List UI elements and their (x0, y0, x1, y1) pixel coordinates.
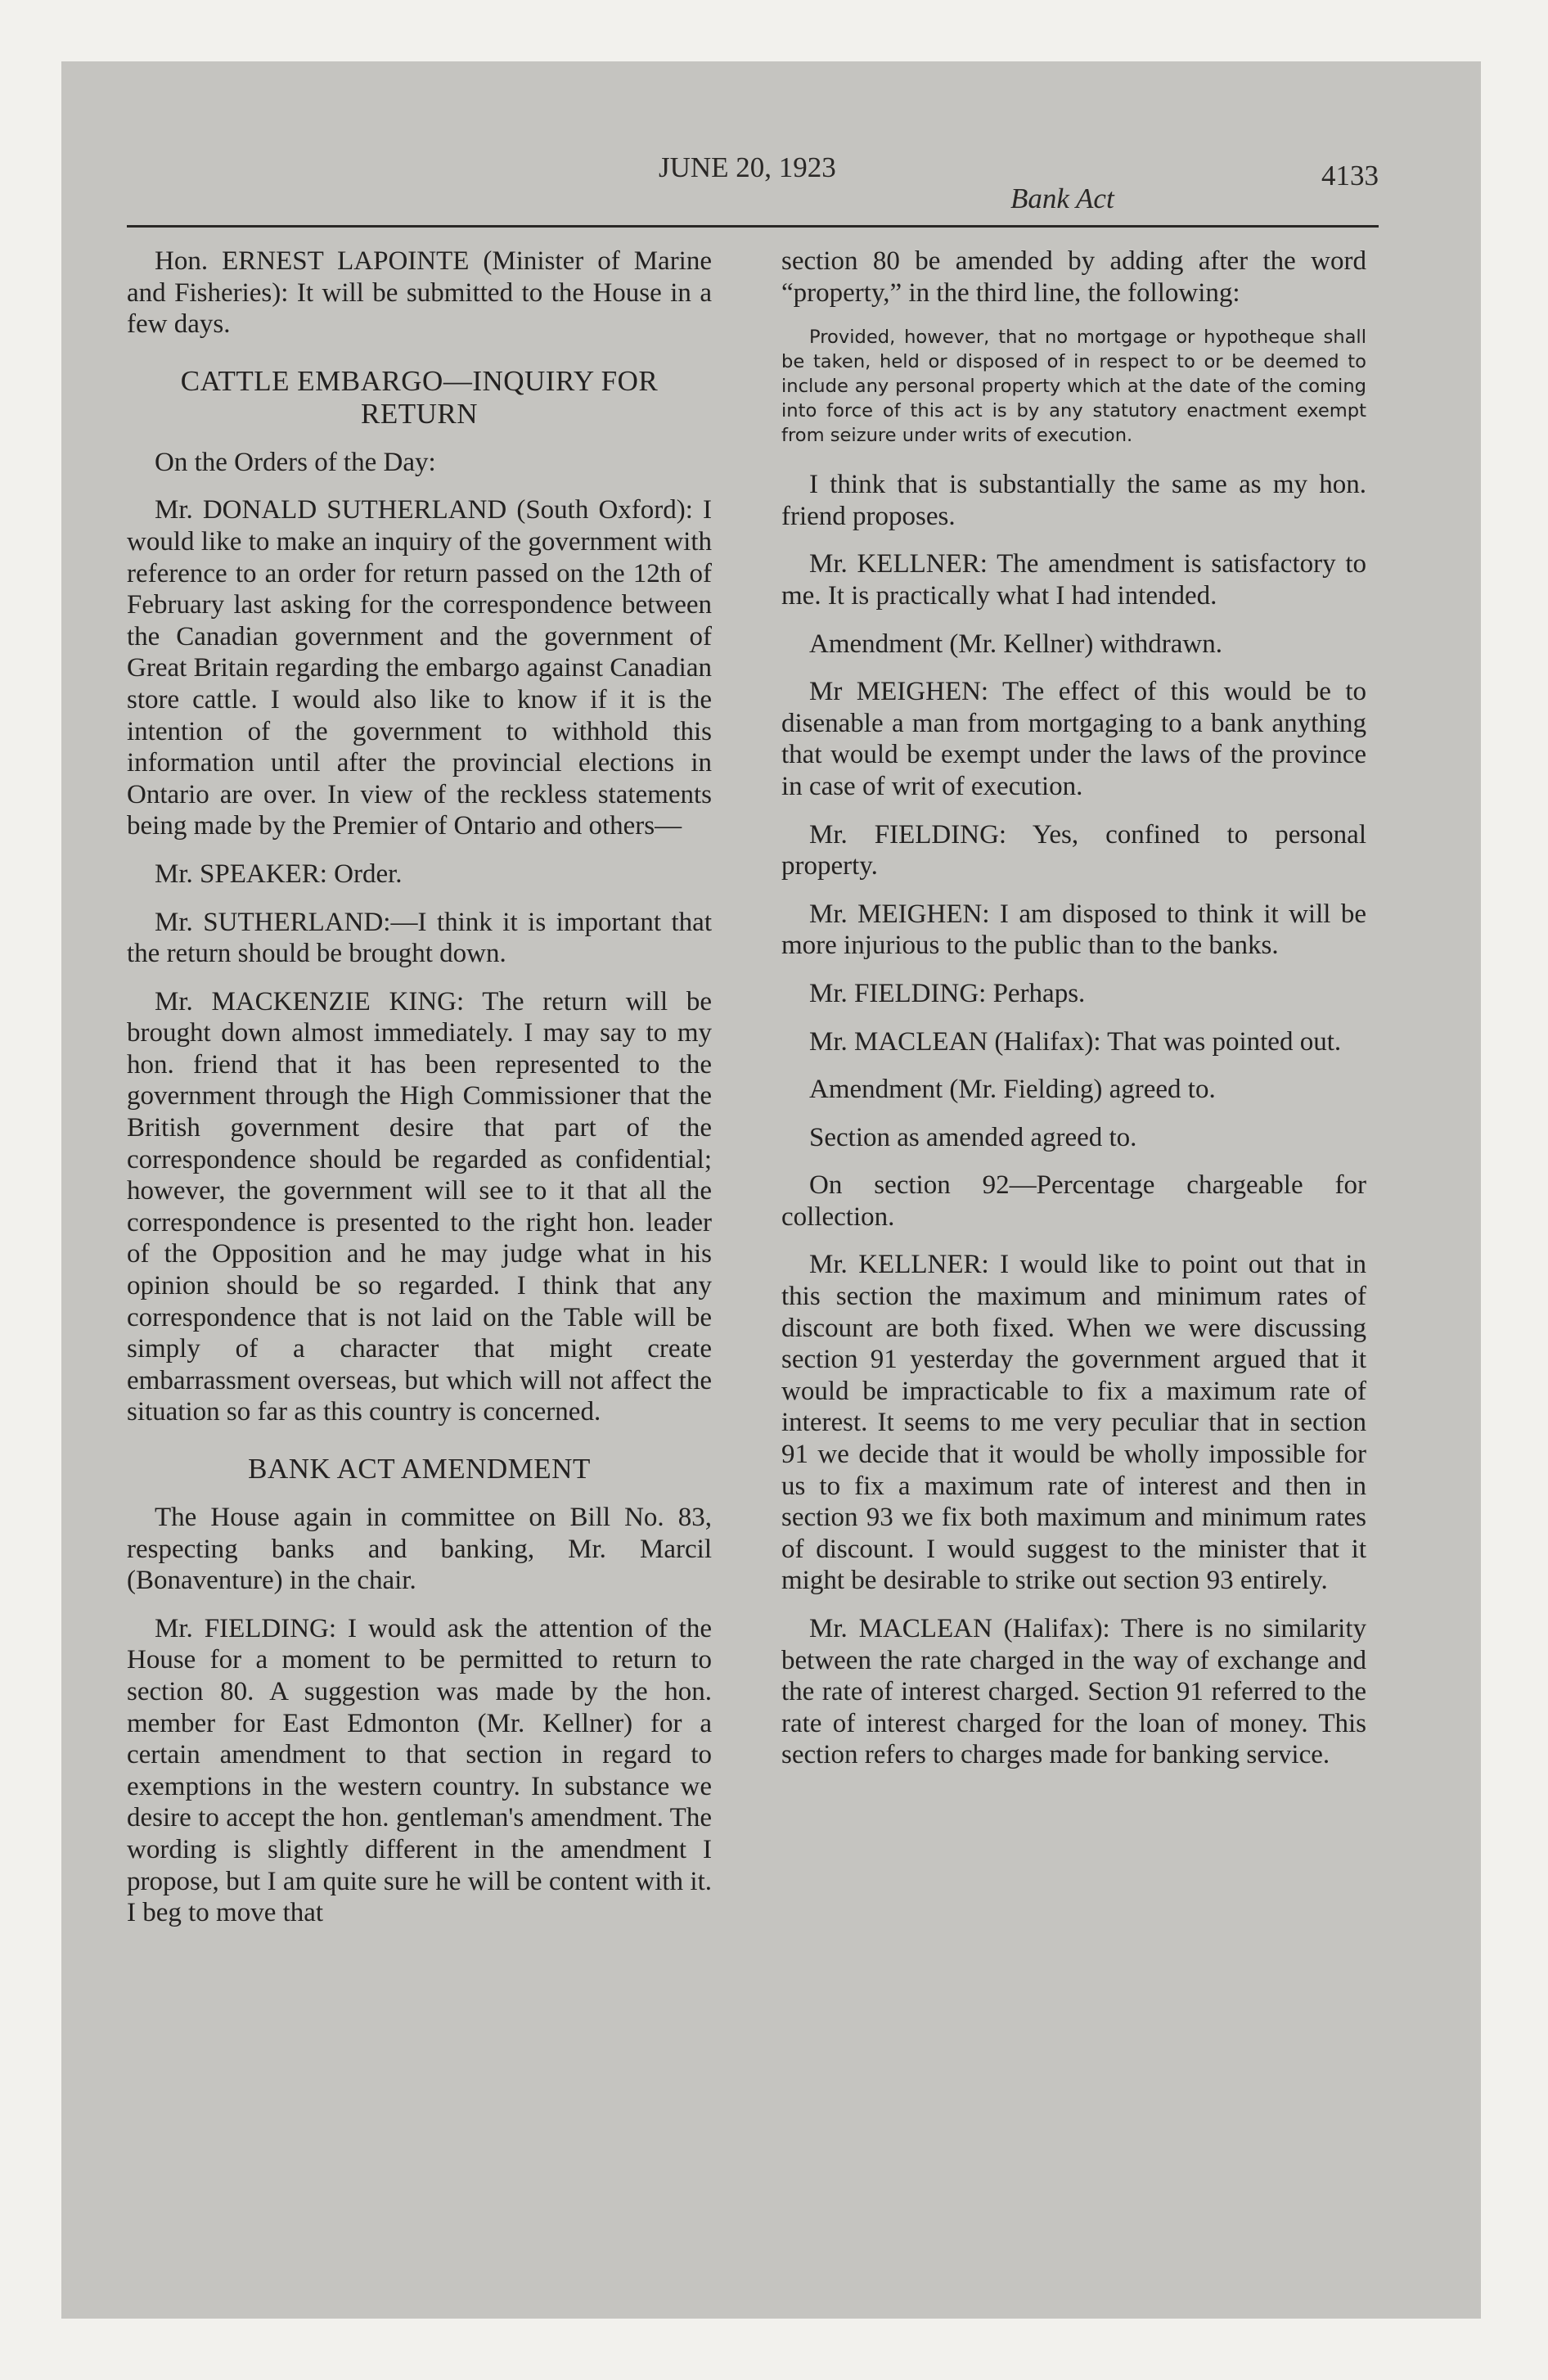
header-date: JUNE 20, 1923 (659, 151, 836, 183)
header-rule (127, 225, 1379, 228)
paragraph: Section as amended agreed to. (809, 1122, 1137, 1152)
paragraph: section 80 be amended by adding after the word “property,” in the third line, the following: (781, 246, 1366, 308)
running-head-subject: Bank Act (1010, 183, 1114, 214)
page-number: 4133 (1321, 160, 1379, 192)
paragraph: On the Orders of the Day: (155, 447, 436, 477)
paragraph: Amendment (Mr. Kellner) withdrawn. (809, 629, 1222, 659)
page-header (127, 151, 1379, 217)
paragraph: Mr. SPEAKER: Order. (155, 859, 403, 889)
paragraph: The House again in committee on Bill No. 83, respecting banks and banking, Mr. Marcil (Bonaventure) in the chair. (127, 1503, 712, 1596)
paragraph: Mr. MACLEAN (Halifax): There is no similarity between the rate charged in the way of exchange and the rate of interest charged. Section 91 referred to the rate of interest charged for the loan of money. This section refers to charges made for banking service. (781, 1614, 1366, 1770)
paragraph: Mr. SUTHERLAND:—I think it is important that the return should be brought down. (127, 907, 712, 969)
paragraph: I think that is substantially the same as my hon. friend proposes. (781, 470, 1366, 531)
paragraph: Mr. DONALD SUTHERLAND (South Oxford): I would like to make an inquiry of the government with reference to an order for return passed on the 12th of February last asking for the correspondence between the Canadian government and the government of Great Britain regarding the embargo against Canadian store cattle. I would also like to know if it is the intention of the government to withhold this information until after the provincial elections in Ontario are over. In view of the reckless statements being made by the Premier of Ontario and others— (127, 495, 712, 841)
paragraph: Mr. FIELDING: Yes, confined to personal property. (781, 819, 1366, 881)
left-column (127, 246, 712, 1945)
paragraph: Hon. ERNEST LAPOINTE (Minister of Marine and Fisheries): It will be submitted to the House in a few days. (127, 246, 712, 340)
section-heading: CATTLE EMBARGO—INQUIRY FOR RETURN (180, 364, 659, 430)
paragraph: Mr MEIGHEN: The effect of this would be to disenable a man from mortgaging to a bank anything that would be exempt under the laws of the province in case of writ of execution. (781, 677, 1366, 801)
paragraph: Mr. KELLNER: I would like to point out that in this section the maximum and minimum rates of discount are both fixed. When we were discussing section 91 yesterday the government argued that it would be impracticable to fix a maximum rate of interest. It seems to me very peculiar that in section 91 we decide that it would be wholly impossible for us to fix a maximum rate of interest and then in section 93 we fix both maximum and minimum rates of discount. I would suggest to the minister that it might be desirable to strike out section 93 entirely. (781, 1250, 1366, 1596)
paragraph: On section 92—Percentage chargeable for collection. (781, 1170, 1366, 1232)
section-heading: BANK ACT AMENDMENT (248, 1453, 591, 1485)
paragraph: Mr. FIELDING: Perhaps. (809, 978, 1086, 1008)
paragraph: Amendment (Mr. Fielding) agreed to. (809, 1075, 1216, 1105)
paragraph: Mr. MACLEAN (Halifax): That was pointed out. (809, 1026, 1342, 1057)
paragraph: Mr. KELLNER: The amendment is satisfactory to me. It is practically what I had intended. (781, 549, 1366, 611)
amendment-quote: Provided, however, that no mortgage or hypotheque shall be taken, held or disposed of in respect to or be deemed to include any personal property which at the date of the coming into force of this act is by any statutory enactment exempt from seizure under writs of execution. (781, 327, 1366, 447)
paragraph: Mr. FIELDING: I would ask the attention of the House for a moment to be permitted to return to section 80. A suggestion was made by the hon. member for East Edmonton (Mr. Kellner) for a certain amendment to that section in regard to exemptions in the western country. In substance we desire to accept the hon. gentleman's amendment. The wording is slightly different in the amendment I propose, but I am quite sure he will be content with it. I beg to move that (127, 1613, 712, 1928)
paragraph: Mr. MACKENZIE KING: The return will be brought down almost immediately. I may say to my hon. friend that it has been represented to the government through the High Commissioner that the British government desire that part of the correspondence should be regarded as confidential; however, the government will see to it that all the correspondence is presented to the right hon. leader of the Opposition and he may judge what in his opinion should be so regarded. I think that any correspondence that is not laid on the Table will be simply of a character that might create embarrassment overseas, but which will not affect the situation so far as this country is concerned. (127, 986, 712, 1427)
paragraph: Mr. MEIGHEN: I am disposed to think it will be more injurious to the public than to the banks. (781, 899, 1366, 961)
right-column (781, 246, 1366, 1787)
